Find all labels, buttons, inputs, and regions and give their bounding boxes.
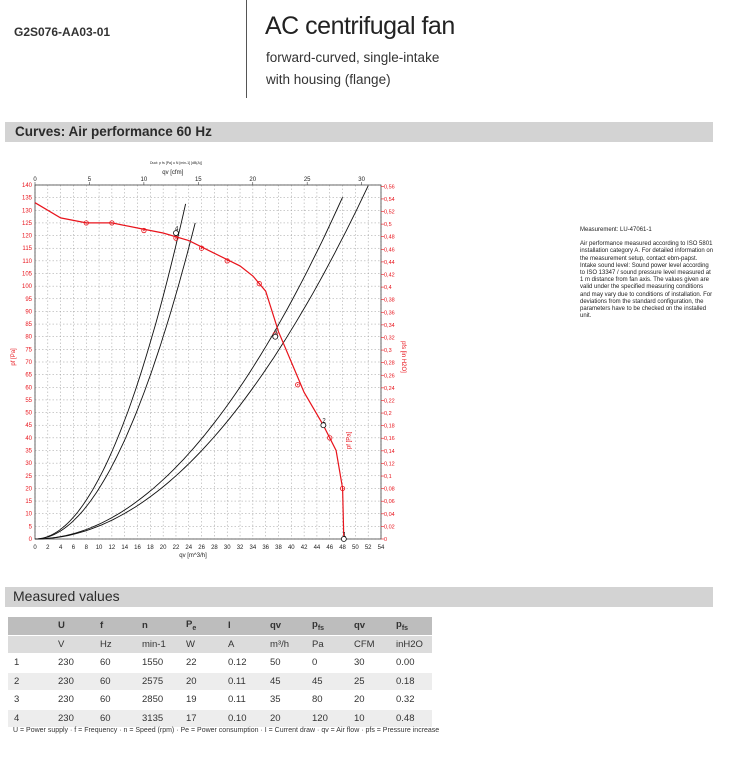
table-cell: 1 (8, 654, 52, 673)
operating-point-label: 2 (322, 418, 326, 425)
y-tick-label: 50 (25, 410, 32, 417)
y-tick-label: 85 (25, 322, 32, 329)
inh2o-tick-label: 0,38 (384, 297, 395, 304)
y-tick-label: 80 (25, 334, 32, 341)
table-cell: 0.10 (222, 709, 264, 728)
inh2o-tick-label: 0,44 (384, 259, 395, 266)
table-cell: CFM (348, 635, 390, 654)
table-cell: W (180, 635, 222, 654)
table-row (8, 654, 432, 673)
y-tick-label: 140 (21, 183, 32, 189)
inh2o-tick-label: 0,18 (384, 423, 395, 430)
table-cell: 20 (348, 691, 390, 710)
table-cell: I (222, 617, 264, 635)
y-tick-label: 5 (28, 524, 32, 531)
table-cell: 22 (180, 654, 222, 673)
table-cell: 60 (94, 672, 136, 691)
table-cell: 230 (52, 654, 94, 673)
cell-subscript: fs (401, 625, 409, 633)
cfm-tick-label: 5 (87, 177, 92, 183)
table-cell: 3135 (136, 709, 180, 728)
operating-point-label: 3 (274, 330, 278, 337)
inh2o-tick-label: 0,52 (384, 209, 395, 216)
table-cell: 60 (94, 654, 136, 673)
y-tick-label: 95 (25, 296, 32, 303)
y-tick-label: 55 (25, 397, 32, 404)
cfm-tick-label: 25 (303, 177, 311, 183)
inh2o-tick-label: 0,24 (384, 385, 395, 392)
x-tick-label: 24 (185, 545, 193, 551)
top-note: Duct: p fs [Pa] u N [min-1] [dB(A)] (149, 161, 202, 165)
x-tick-label: 6 (71, 545, 76, 551)
table-cell: 230 (52, 691, 94, 710)
inh2o-tick-label: 0,4 (384, 285, 392, 292)
x-tick-label: 40 (287, 545, 295, 551)
cfm-tick-label: 30 (358, 177, 365, 183)
header-divider (246, 0, 247, 98)
table-cell: 2 (8, 672, 52, 691)
table-cell: $p_{fs}$ (390, 617, 432, 635)
table-cell: 80 (306, 691, 348, 710)
table-cell: 2850 (136, 691, 180, 710)
operating-point-label: 1 (342, 532, 347, 539)
table-cell: 0.12 (222, 654, 264, 673)
measurement-description: Air performance measured according to ISO 5801 installation category A. For detailed information on the measurement setup, contact ebm-papst. Intake sound level: Sound power level according to ISO 13347 / sound pressure level measured at 1 m distance from fan axis. The values given are valid under the specified measuring conditions and may vary due to conditions of installation. For deviations from the standard configuration, the parameters have to be checked on the installed unit. (580, 241, 714, 320)
y-tick-label: 15 (25, 499, 32, 506)
table-cell: Pa (306, 635, 348, 654)
table-cell: min-1 (136, 635, 180, 654)
table-cell: 20 (264, 709, 306, 728)
inh2o-tick-label: 0,1 (384, 474, 392, 481)
table-cell: qv (348, 617, 390, 635)
table-row (8, 709, 432, 728)
chart-axes (22, 177, 395, 551)
inh2o-tick-label: 0,26 (384, 373, 395, 380)
x-tick-label: 32 (236, 545, 244, 551)
x-tick-label: 2 (46, 545, 50, 551)
table-header-row (8, 617, 432, 635)
y2-axis-label: pfs [in H2O] (400, 341, 406, 373)
chart-labels (11, 161, 406, 559)
table-cell: 0.18 (390, 672, 432, 691)
inh2o-tick-label: 0,36 (384, 310, 395, 317)
y-tick-label: 60 (25, 385, 32, 392)
measured-values-table (8, 617, 432, 728)
table-cell: 20 (180, 672, 222, 691)
table-cell: f (94, 617, 136, 635)
table-cell: 35 (264, 691, 306, 710)
y-tick-label: 125 (21, 220, 32, 227)
inh2o-tick-label: 0,48 (384, 234, 395, 241)
cell-subscript: e (192, 625, 197, 633)
y-tick-label: 20 (25, 486, 32, 493)
product-title: AC centrifugal fan (265, 12, 455, 40)
x-tick-label: 52 (364, 545, 372, 551)
x-tick-label: 8 (84, 545, 88, 551)
x-tick-label: 34 (249, 545, 257, 551)
table-cell: 230 (52, 709, 94, 728)
inh2o-tick-label: 0,28 (384, 360, 395, 367)
table-cell: $p_{fs}$ (306, 617, 348, 635)
inh2o-tick-label: 0,04 (384, 511, 395, 518)
table-cell: $P_e$ (180, 617, 222, 635)
inh2o-tick-label: 0,16 (384, 436, 395, 443)
curve-marker-dot (297, 384, 298, 385)
table-cell: 60 (94, 691, 136, 710)
curve-marker-dot (201, 248, 202, 249)
y-tick-label: 135 (21, 195, 32, 202)
y-tick-label: 120 (21, 233, 32, 240)
table-cell: U (52, 617, 94, 635)
x-tick-label: 0 (33, 545, 37, 551)
table-cell: inH2O (390, 635, 432, 654)
x-axis-label: qv [m^3/h] (179, 553, 207, 559)
product-subtitle-1: forward-curved, single-intake (266, 50, 440, 65)
table-cell: 17 (180, 709, 222, 728)
measurement-id: Measurement: LU-47061-1 (580, 227, 652, 233)
inh2o-tick-label: 0,14 (384, 448, 395, 455)
product-subtitle-2: with housing (flange) (266, 72, 391, 87)
table-cell: 4 (8, 709, 52, 728)
inh2o-tick-label: 0,12 (384, 461, 395, 468)
curve-marker-dot (111, 222, 112, 223)
cfm-tick-label: 15 (194, 177, 202, 183)
x-tick-label: 36 (262, 545, 270, 551)
y-tick-label: 10 (25, 511, 32, 518)
curve-marker-dot (227, 260, 228, 261)
table-cell: 3 (8, 691, 52, 710)
y-tick-label: 75 (25, 347, 32, 354)
section-header-measured (5, 587, 713, 607)
table-cell (8, 617, 52, 635)
y-tick-label: 35 (25, 448, 32, 455)
x-tick-label: 54 (377, 545, 385, 551)
y-tick-label: 30 (25, 461, 32, 468)
table-row (8, 691, 432, 710)
top-axis-label: qv [cfm] (162, 170, 184, 176)
cfm-tick-label: 10 (140, 177, 148, 183)
x-tick-label: 22 (172, 545, 180, 551)
table-cell: 10 (348, 709, 390, 728)
inh2o-tick-label: 0,5 (384, 222, 392, 229)
x-tick-label: 4 (58, 545, 63, 551)
y-tick-label: 90 (25, 309, 32, 316)
table-cell: 0.48 (390, 709, 432, 728)
inh2o-tick-label: 0,02 (384, 524, 395, 531)
section-title-curves: Curves: Air performance 60 Hz (15, 124, 212, 139)
table-cell: 0 (306, 654, 348, 673)
table-cell: 2575 (136, 672, 180, 691)
operating-point-label: 4 (174, 226, 179, 233)
table-cell: Hz (94, 635, 136, 654)
table-unit-row (8, 635, 432, 654)
table-cell: 0.11 (222, 672, 264, 691)
measurement-notes (580, 227, 714, 327)
inh2o-tick-label: 0,46 (384, 247, 395, 254)
table-cell: 230 (52, 672, 94, 691)
x-tick-label: 50 (352, 545, 359, 551)
table-cell: n (136, 617, 180, 635)
x-tick-label: 26 (198, 545, 205, 551)
curve-marker-dot (143, 230, 144, 231)
curve-marker-dot (329, 437, 330, 438)
table-cell: 0.32 (390, 691, 432, 710)
fan-curve (35, 203, 347, 542)
section-header-curves (5, 122, 713, 142)
curve-label: pf [Pa] (346, 431, 353, 450)
inh2o-tick-label: 0,2 (384, 411, 392, 418)
x-tick-label: 48 (339, 545, 346, 551)
y-tick-label: 110 (22, 258, 32, 265)
inh2o-tick-label: 0,34 (384, 322, 395, 329)
table-cell (8, 635, 52, 654)
table-cell: 0.11 (222, 691, 264, 710)
y-tick-label: 100 (21, 284, 32, 291)
inh2o-tick-label: 0,08 (384, 486, 395, 493)
x-tick-label: 18 (146, 545, 154, 551)
y-tick-label: 40 (25, 435, 32, 442)
x-tick-label: 12 (108, 545, 116, 551)
chart-grid (35, 185, 381, 539)
curve-marker-dot (259, 283, 260, 284)
inh2o-tick-label: 0,54 (384, 196, 395, 203)
table-cell: 45 (264, 672, 306, 691)
table-cell: 19 (180, 691, 222, 710)
system-curve (35, 223, 195, 539)
inh2o-tick-label: 0,32 (384, 335, 395, 342)
section-title-measured: Measured values (13, 588, 120, 604)
x-tick-label: 28 (211, 545, 218, 551)
x-tick-label: 42 (300, 545, 308, 551)
air-performance-chart (0, 150, 575, 570)
y-tick-label: 70 (25, 360, 32, 366)
table-cell: 60 (94, 709, 136, 728)
table-cell: m³/h (264, 635, 306, 654)
y-tick-label: 65 (25, 372, 32, 379)
x-tick-label: 30 (223, 545, 231, 551)
inh2o-tick-label: 0,56 (384, 184, 395, 191)
table-cell: 0.00 (390, 654, 432, 673)
table-cell: qv (264, 617, 306, 635)
x-tick-label: 10 (95, 545, 103, 551)
model-number: G2S076-AA03-01 (14, 25, 111, 39)
cfm-tick-label: 0 (33, 177, 37, 183)
inh2o-tick-label: 0,06 (384, 499, 395, 506)
table-cell: 45 (306, 672, 348, 691)
table-cell: 120 (306, 709, 348, 728)
y-tick-label: 130 (21, 208, 32, 215)
y-tick-label: 105 (21, 271, 32, 278)
x-tick-label: 44 (313, 545, 321, 551)
inh2o-tick-label: 0 (384, 537, 388, 543)
inh2o-tick-label: 0,3 (384, 348, 392, 355)
x-tick-label: 20 (159, 545, 167, 551)
inh2o-tick-label: 0,22 (384, 398, 395, 405)
table-cell: 30 (348, 654, 390, 673)
table-cell: A (222, 635, 264, 654)
cell-subscript: fs (317, 625, 325, 633)
table-row (8, 672, 432, 691)
curve-marker-dot (175, 237, 176, 238)
x-tick-label: 46 (326, 545, 334, 551)
curve-marker-dot (342, 488, 343, 489)
y-tick-label: 45 (25, 423, 32, 430)
y-tick-label: 25 (25, 473, 32, 480)
table-cell: 50 (264, 654, 306, 673)
x-tick-label: 14 (121, 545, 129, 551)
y-tick-label: 115 (22, 246, 32, 253)
cfm-tick-label: 20 (249, 177, 257, 183)
table-cell: 1550 (136, 654, 180, 673)
inh2o-tick-label: 0,42 (384, 272, 395, 279)
table-cell: 25 (348, 672, 390, 691)
table-legend: U = Power supply · f = Frequency · n = Speed (rpm) · Pe = Power consumption · I = Current draw · qv = Air flow · pfs = Pressure increase (13, 727, 440, 734)
y-tick-label: 0 (28, 537, 32, 543)
x-tick-label: 16 (134, 545, 141, 551)
x-tick-label: 38 (275, 545, 282, 551)
curve-marker-dot (86, 222, 87, 223)
table-cell: V (52, 635, 94, 654)
y-axis-label: pf [Pa] (11, 348, 17, 366)
